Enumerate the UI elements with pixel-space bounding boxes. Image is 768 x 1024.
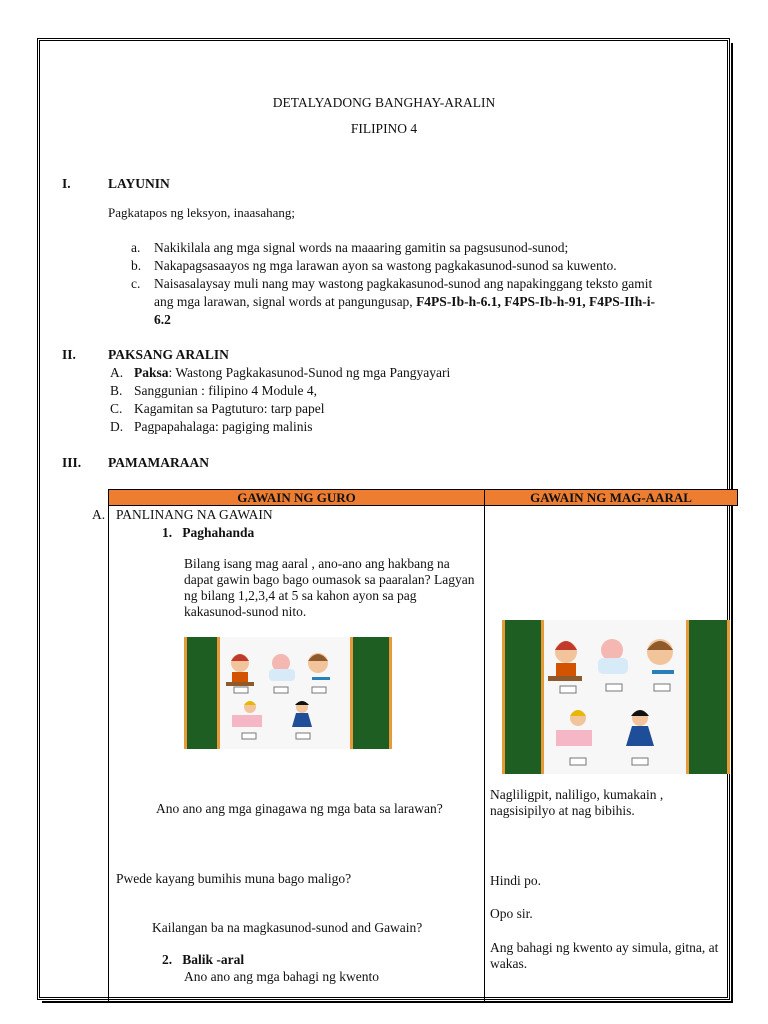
bed (232, 715, 262, 727)
table-left-border (108, 506, 109, 1003)
s-answer-box-4[interactable] (570, 758, 586, 765)
answer-box-2[interactable] (274, 687, 288, 693)
teacher-column-header: GAWAIN NG GURO (108, 489, 485, 506)
s-dressing-child-uniform (626, 726, 654, 746)
s-bathing-child-head (601, 639, 623, 661)
student-picture-board (502, 620, 730, 774)
bed-child-hair (244, 701, 256, 705)
objective-c-codes: F4PS-Ib-h-6.1, F4PS-Ib-h-91, F4PS-IIh-i- (416, 294, 655, 309)
step-2-heading (162, 952, 462, 968)
section-1-title: LAYUNIN (108, 176, 170, 191)
answer-box-5[interactable] (296, 733, 310, 739)
section-2-number: II. (62, 347, 76, 362)
step-1-number: 1. (162, 525, 173, 540)
kids-activities-illustration (226, 641, 346, 745)
toothbrush (312, 677, 330, 680)
s-eating-child-hair (555, 641, 577, 650)
topic-a-marker: A. (110, 365, 124, 380)
dining-table (226, 682, 254, 686)
objective-c-line2 (154, 294, 655, 310)
s-answer-box-1[interactable] (560, 686, 576, 693)
section-3-number: III. (62, 455, 82, 470)
s-eating-child-body (556, 663, 576, 677)
topic-b-text: Sanggunian : filipino 4 Module 4, (134, 383, 317, 398)
teacher-picture-board (184, 637, 392, 749)
step-2-title: Balik -aral (182, 952, 245, 967)
answer-box-3[interactable] (312, 687, 326, 693)
bathtub (269, 669, 295, 681)
chalkboard-right (350, 637, 392, 749)
s-brushing-child-hair (647, 641, 673, 650)
s-bathtub (598, 658, 628, 674)
dressing-child-uniform (292, 713, 312, 727)
question-1: Ano ano ang mga ginagawa ng mga bata sa larawan? (156, 801, 443, 816)
topic-a-text: : Wastong Pagkakasunod-Sunod ng mga Pangyayari (168, 365, 451, 380)
row-a-label: PANLINANG NA GAWAIN (116, 507, 273, 522)
question-3: Kailangan ba na magkasunod-sunod and Gawain? (152, 920, 423, 935)
s-answer-box-3[interactable] (654, 684, 670, 691)
step-2-number: 2. (162, 952, 173, 967)
objective-a-text: Nakikilala ang mga signal words na maaaring gamitin sa pagsusunod-sunod; (154, 240, 569, 255)
question-2: Pwede kayang bumihis muna bago maligo? (116, 871, 352, 886)
section-1-intro: Pagkatapos ng leksyon, inaasahang; (108, 205, 296, 220)
objective-b-marker: b. (131, 258, 142, 273)
s-dining-table (548, 676, 582, 681)
student-chalkboard-left (502, 620, 544, 774)
objective-c-line2-text: ang mga larawan, signal words at pangungusap, (154, 294, 413, 309)
objective-c-line3: 6.2 (154, 312, 171, 327)
step-1-instruction: Bilang isang mag aaral , ano-ano ang hakbang na dapat gawin bago bago oumasok sa paaralan? Lagyan ng bilang 1,2,3,4 at 5 sa kahon ayon sa pag kakasunod-sunod nito. (184, 556, 475, 619)
topic-a-label: Paksa (134, 365, 169, 380)
student-chalkboard-right (686, 620, 730, 774)
step-2-text: Ano ano ang mga bahagi ng kwento (184, 969, 379, 984)
topic-c-marker: C. (110, 401, 123, 416)
topic-c-text: Kagamitan sa Pagtuturo: tarp papel (134, 401, 325, 416)
objective-c-marker: c. (131, 276, 141, 291)
answer-1: Nagliligpit, naliligo, kumakain , nagsisipilyo at nag bibihis. (490, 787, 664, 818)
topic-b-marker: B. (110, 383, 123, 398)
step-1-heading (162, 525, 452, 541)
row-a-marker: A. (92, 507, 106, 522)
answer-2: Hindi po. (490, 873, 542, 888)
s-dressing-child-hair (631, 710, 649, 716)
answer-box-4[interactable] (242, 733, 256, 739)
section-2-title: PAKSANG ARALIN (108, 347, 229, 362)
step-1-title: Paghahanda (182, 525, 255, 540)
topic-d-marker: D. (110, 419, 124, 434)
answer-4: Ang bahagi ng kwento ay simula, gitna, at wakas. (490, 940, 719, 971)
student-column-header: GAWAIN NG MAG-AARAL (484, 489, 738, 506)
s-bed-child-hair (570, 710, 586, 716)
s-answer-box-5[interactable] (632, 758, 648, 765)
chalkboard-left (184, 637, 220, 749)
answer-3: Opo sir. (490, 906, 533, 921)
table-column-divider (484, 506, 485, 1003)
dressing-child-hair (295, 701, 309, 705)
topic-a (134, 365, 450, 381)
section-3-title: PAMAMARAAN (108, 455, 209, 470)
s-answer-box-2[interactable] (606, 684, 622, 691)
objective-b-text: Nakapagsasaayos ng mga larawan ayon sa wastong pagkakasunod-sunod sa kuwento. (154, 258, 617, 273)
section-1-number: I. (62, 176, 71, 191)
s-toothbrush (652, 670, 674, 674)
brushing-child-hair (308, 654, 328, 661)
document-title: DETALYADONG BANGHAY-ARALIN (272, 95, 496, 110)
topic-d-text: Pagpapahalaga: pagiging malinis (134, 419, 313, 434)
document-subtitle: FILIPINO 4 (350, 121, 418, 136)
eating-child-hair (231, 654, 249, 661)
objective-c-line1: Naisasalaysay muli nang may wastong pagkakasunod-sunod ang napakinggang teksto gamit (154, 276, 653, 291)
answer-box-1[interactable] (234, 687, 248, 693)
s-bed (556, 730, 592, 746)
objective-a-marker: a. (131, 240, 141, 255)
procedure-table (108, 489, 738, 1003)
student-kids-illustration (548, 626, 686, 770)
